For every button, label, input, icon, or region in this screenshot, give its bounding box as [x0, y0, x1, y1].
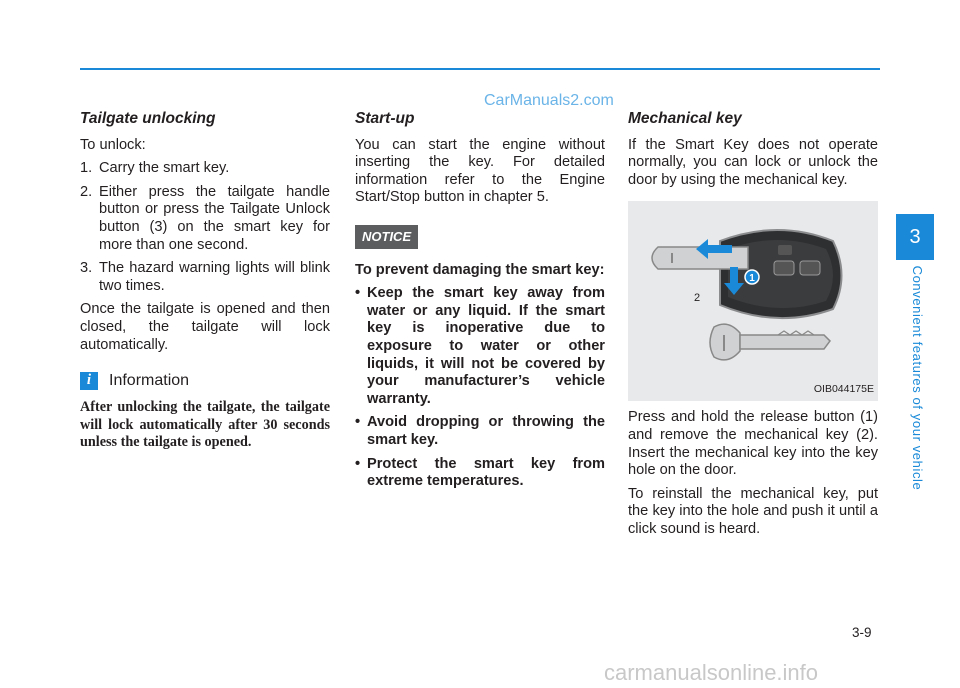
- callout-1-label: 1: [749, 273, 755, 285]
- header-rule: [80, 68, 880, 70]
- notice-bullet: [355, 285, 605, 408]
- bullet-dot-icon: •: [355, 455, 361, 472]
- mechanical-key-reinstall: To reinstall the mechanical key, put the key into the hole and push it until a click sound is heard.: [628, 485, 878, 537]
- mechanical-key-instructions: Press and hold the release button (1) and remove the mechanical key (2). Insert the mechanical key into the key hole on the door.: [628, 409, 878, 479]
- step-text: Either press the tailgate handle button or press the Tailgate Unlock button (3) on the smart key for more than one second.: [99, 183, 330, 253]
- callout-2-label: 2: [694, 292, 701, 305]
- watermark-top: CarManuals2.com: [484, 92, 614, 109]
- bullet-dot-icon: •: [355, 414, 361, 431]
- step-text: Carry the smart key.: [99, 160, 230, 177]
- step-item: [80, 160, 330, 178]
- fob-button-unlock-icon: [800, 261, 820, 275]
- step-number: 1.: [80, 160, 93, 177]
- bullet-dot-icon: •: [355, 285, 361, 302]
- bullet-text: Keep the smart key away from water or any liquid. If the smart key is inoperative due to exposure to water or other liquids, it will not be covered by your manufacturer’s vehicle warranty.: [367, 285, 605, 407]
- notice-badge: NOTICE: [355, 225, 418, 249]
- column-mechanical-key: [628, 106, 878, 545]
- intro-text: To unlock:: [80, 136, 146, 153]
- information-header: [80, 372, 330, 390]
- figure-code: OIB044175E: [813, 382, 874, 395]
- heading-tailgate-unlocking: Tailgate unlocking: [80, 110, 216, 127]
- step-item: [80, 184, 330, 254]
- step-item: [80, 260, 330, 295]
- column-startup: [355, 106, 605, 497]
- bullet-text: Avoid dropping or throwing the smart key.: [367, 414, 605, 448]
- notice-bullet: [355, 456, 605, 491]
- fob-button-lock-icon: [774, 261, 794, 275]
- notice-title: To prevent damaging the smart key:: [355, 261, 605, 278]
- page-number: 3-9: [852, 625, 872, 640]
- smart-key-illustration: [628, 201, 878, 401]
- step-text: The hazard warning lights will blink two times.: [99, 260, 330, 294]
- chapter-title: Convenient features of your vehicle: [910, 265, 925, 491]
- mechanical-key-blade: [740, 335, 830, 349]
- notice-bullet: [355, 414, 605, 449]
- closing-text: Once the tailgate is opened and then closed, the tailgate will lock automatically.: [80, 301, 330, 353]
- mechanical-key-intro: If the Smart Key does not operate normally, you can lock or unlock the door by using the mechanical key.: [628, 136, 878, 188]
- startup-text: You can start the engine without inserting the key. For detailed information refer to the Engine Start/Stop button in chapter 5.: [355, 136, 605, 206]
- watermark-bottom: carmanualsonline.info: [604, 660, 819, 685]
- step-number: 3.: [80, 260, 93, 277]
- heading-start-up: Start-up: [355, 110, 415, 127]
- chapter-tab: 3: [896, 214, 934, 260]
- info-icon: i: [80, 372, 98, 390]
- column-tailgate: [80, 106, 330, 452]
- information-title: Information: [109, 372, 190, 390]
- information-body: After unlocking the tailgate, the tailgate will lock automatically after 30 seconds unless the tailgate is opened.: [80, 399, 330, 451]
- heading-mechanical-key: Mechanical key: [628, 110, 742, 127]
- smart-key-drawing: [628, 201, 878, 401]
- fob-button-top-icon: [778, 245, 792, 255]
- step-number: 2.: [80, 183, 93, 200]
- bullet-text: Protect the smart key from extreme temperatures.: [367, 455, 605, 490]
